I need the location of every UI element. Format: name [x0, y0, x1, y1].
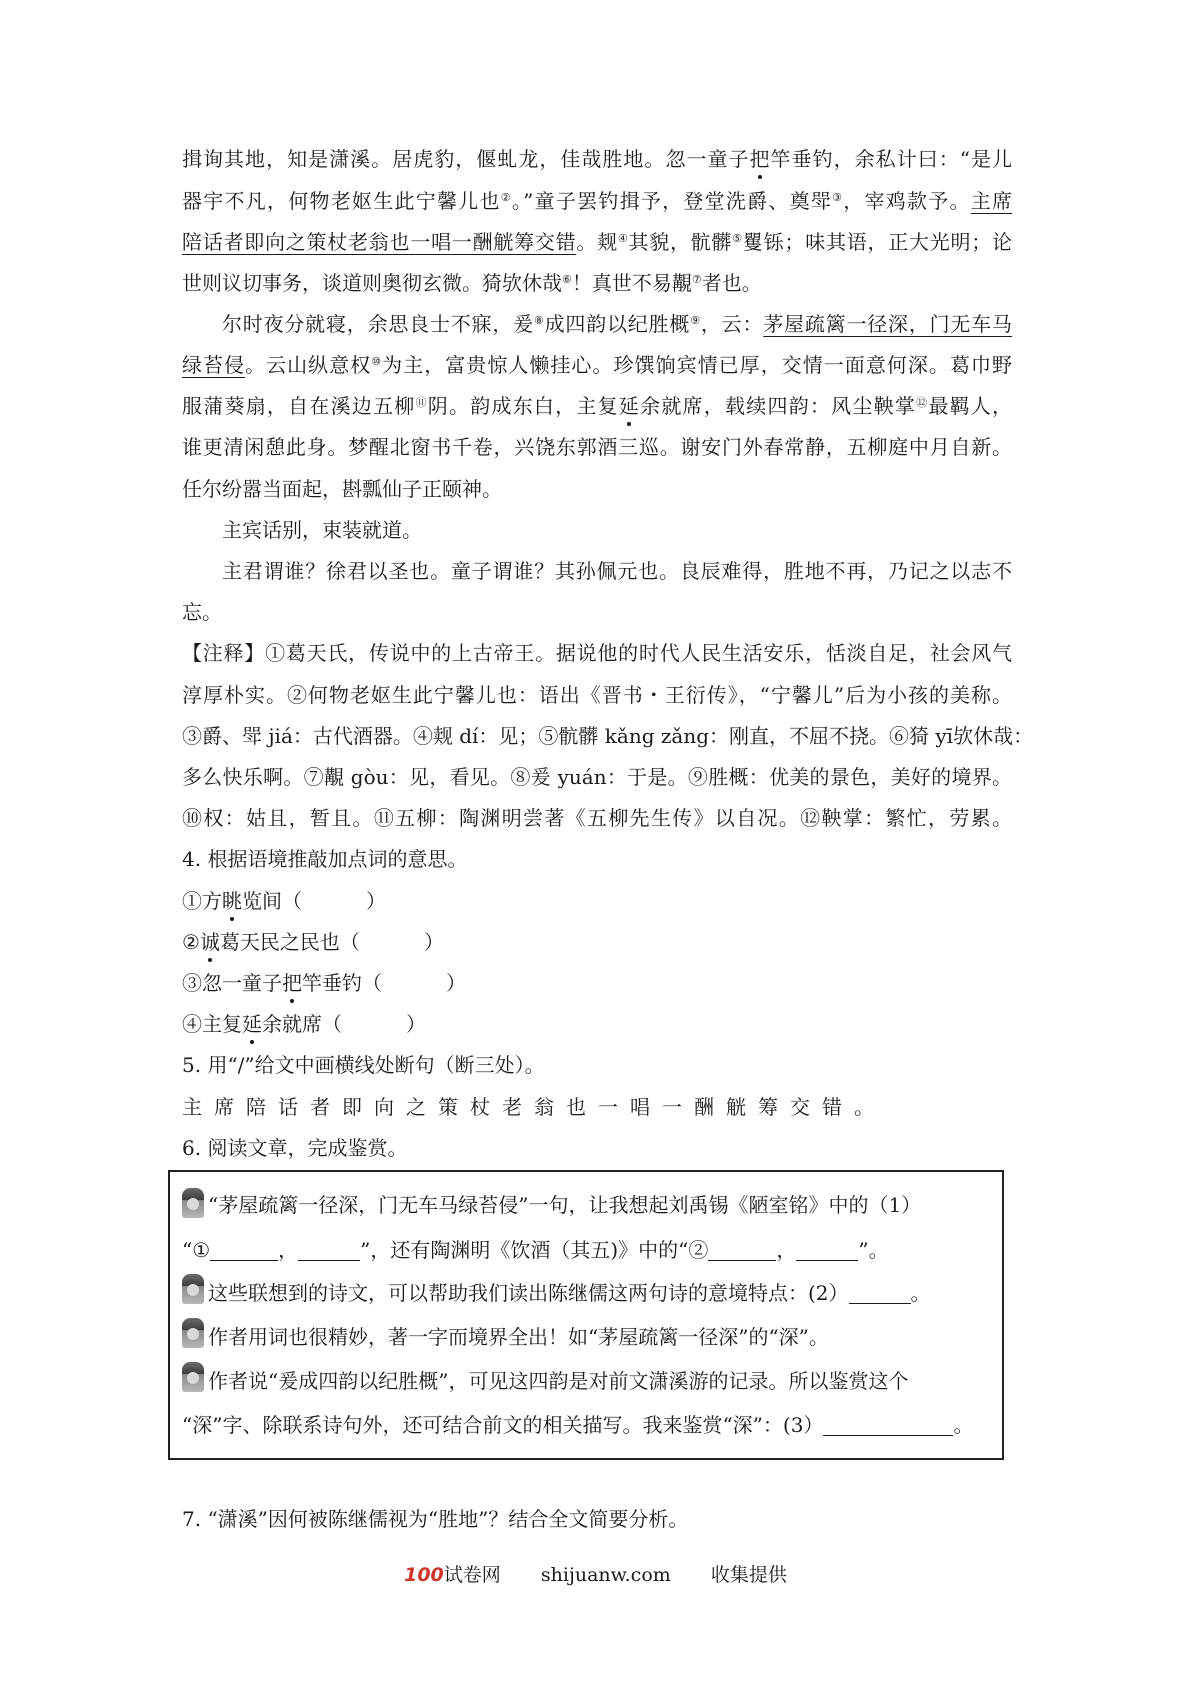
footer-credit: 收集提供 — [710, 1564, 787, 1586]
notes-line: ③爵、斝 jiá：古代酒器。④觌 dí：见；⑤骯髒 kǎng zǎng：刚直，不屈不挠。⑥猗 yī欤休哉： — [182, 724, 1034, 748]
underlined-sentence: 主席 — [970, 189, 1013, 213]
box-row-6: “深”字、除联系诗句外，还可结合前文的相关描写。我来鉴赏“深”：(3） 。 — [182, 1413, 974, 1437]
footer — [0, 1560, 1191, 1587]
passage-line: 尔时夜分就寝，余思良士不寐，爰⑧成四韵以纪胜概⑨，云：茅屋疏篱一径深，门无车马 — [222, 312, 1013, 336]
site-logo: 100 — [404, 1564, 444, 1586]
site-domain[interactable]: shijuanw.com — [540, 1564, 671, 1586]
answer-blank-3[interactable] — [849, 1283, 911, 1304]
question-4-item: ①方眺览间（ ） — [182, 889, 386, 913]
box-row-5: 作者说“爰成四韵以纪胜概”，可见这四韵是对前文潇溪游的记录。所以鉴赏这个 — [208, 1369, 909, 1393]
answer-blank-1b[interactable] — [298, 1240, 360, 1261]
question-4-item: ②诚葛天民之民也（ ） — [182, 930, 444, 954]
passage-line: 陪话者即向之策杖老翁也一唱一酬觥筹交错。觌④其貌，骯髒⑤矍铄；味其语，正大光明；论 — [182, 230, 1012, 254]
answer-blank-2b[interactable] — [796, 1240, 858, 1261]
passage-line: 主宾话别，束装就道。 — [222, 518, 422, 542]
notes-line: ⑩权：姑且，暂且。⑪五柳：陶渊明尝著《五柳先生传》以自况。⑫鞅掌：繁忙，劳累。 — [182, 806, 1012, 830]
passage-line: 世则议切事务，谈道则奥彻玄微。猗欤休哉⑥！真世不易覯⑦者也。 — [182, 271, 762, 295]
student-avatar-icon — [182, 1188, 204, 1218]
answer-blank-4[interactable] — [823, 1415, 953, 1436]
notes-line: 【注释】①葛天氏，传说中的上古帝王。据说他的时代人民生活安乐，恬淡自足，社会风气 — [182, 641, 1012, 665]
question-4-title: 4. 根据语境推敲加点词的意思。 — [182, 847, 468, 871]
underlined-poem: 绿苔侵 — [182, 353, 246, 377]
site-name: 试卷网 — [443, 1564, 501, 1586]
dotted-char: 眺 — [222, 889, 242, 913]
box-row-2: “① ， ”，还有陶渊明《饮酒（其五)》中的“② ， ”。 — [182, 1238, 889, 1262]
box-row-4: 作者用词也很精妙，著一字而境界全出！如“茅屋疏篱一径深”的“深”。 — [208, 1325, 829, 1349]
box-row-1: “茅屋疏篱一径深，门无车马绿苔侵”一句，让我想起刘禹锡《陋室铭》中的（1） — [208, 1193, 922, 1217]
passage-line: 服蒲葵扇，自在溪边五柳⑪阴。韵成东白，主复延余就席，载续四韵：风尘鞅掌⑫最羁人， — [182, 394, 1013, 418]
question-6-title: 6. 阅读文章，完成鉴赏。 — [182, 1136, 408, 1160]
answer-blank-2a[interactable] — [708, 1240, 776, 1261]
passage-line: 谁更清闲憩此身。梦醒北窗书千卷，兴饶东郭酒三巡。谢安门外春常静，五柳庭中月自新。 — [182, 435, 1012, 459]
passage-line: 揖询其地，知是潇溪。居虎豹，偃虬龙，佳哉胜地。忽一童子把竿垂钓，余私计曰：“是儿 — [182, 147, 1012, 171]
notes-line: 淳厚朴实。②何物老妪生此宁馨儿也：语出《晋书・王衍传》，“宁馨儿”后为小孩的美称。 — [182, 683, 1012, 707]
dotted-char: 延 — [618, 394, 639, 418]
underlined-sentence: 陪话者即向之策杖老翁也一唱一酬觥筹交错 — [182, 230, 577, 254]
appreciation-box — [168, 1170, 1004, 1460]
underlined-poem: 茅屋疏篱一径深，门无车马 — [763, 312, 1013, 336]
passage-line: 绿苔侵。云山纵意权⑩为主，富贵惊人懒挂心。珍馔饷宾情已厚，交情一面意何深。葛巾野 — [182, 353, 1013, 377]
notes-line: 多么快乐啊。⑦覯 gòu：见，看见。⑧爰 yuán：于是。⑨胜概：优美的景色，美好的境界。 — [182, 765, 1012, 789]
question-7-title: 7. “潇溪”因何被陈继儒视为“胜地”？结合全文简要分析。 — [182, 1507, 689, 1531]
answer-blank-1a[interactable] — [210, 1240, 278, 1261]
passage-line: 器宇不凡，何物老妪生此宁馨儿也②。”童子罢钓揖予，登堂洗爵、奠斝③，宰鸡款予。主席 — [182, 189, 1013, 213]
box-row-3: 这些联想到的诗文，可以帮助我们读出陈继儒这两句诗的意境特点：(2） 。 — [208, 1281, 931, 1305]
dotted-char: 把 — [749, 147, 770, 171]
question-4-item: ③忽一童子把竿垂钓（ ） — [182, 971, 466, 995]
dotted-char: 诚 — [199, 930, 220, 954]
student-avatar-icon — [182, 1274, 204, 1304]
question-5-sentence[interactable]: 主席陪话者即向之策杖老翁也一唱一酬觥筹交错。 — [182, 1095, 886, 1119]
dotted-char: 把 — [282, 971, 302, 995]
question-4-item: ④主复延余就席（ ） — [182, 1012, 426, 1036]
question-5-title: 5. 用“/”给文中画横线处断句（断三处）。 — [182, 1053, 545, 1077]
passage-line: 主君谓谁？徐君以圣也。童子谓谁？其孙佩元也。良辰难得，胜地不再，乃记之以志不 — [222, 559, 1012, 583]
student-avatar-icon — [182, 1362, 204, 1392]
dotted-char: 延 — [242, 1012, 262, 1036]
passage-line: 忘。 — [182, 600, 222, 624]
passage-line: 任尔纷嚣当面起，斟瓢仙子正颐神。 — [182, 477, 502, 501]
student-avatar-icon — [182, 1318, 204, 1348]
